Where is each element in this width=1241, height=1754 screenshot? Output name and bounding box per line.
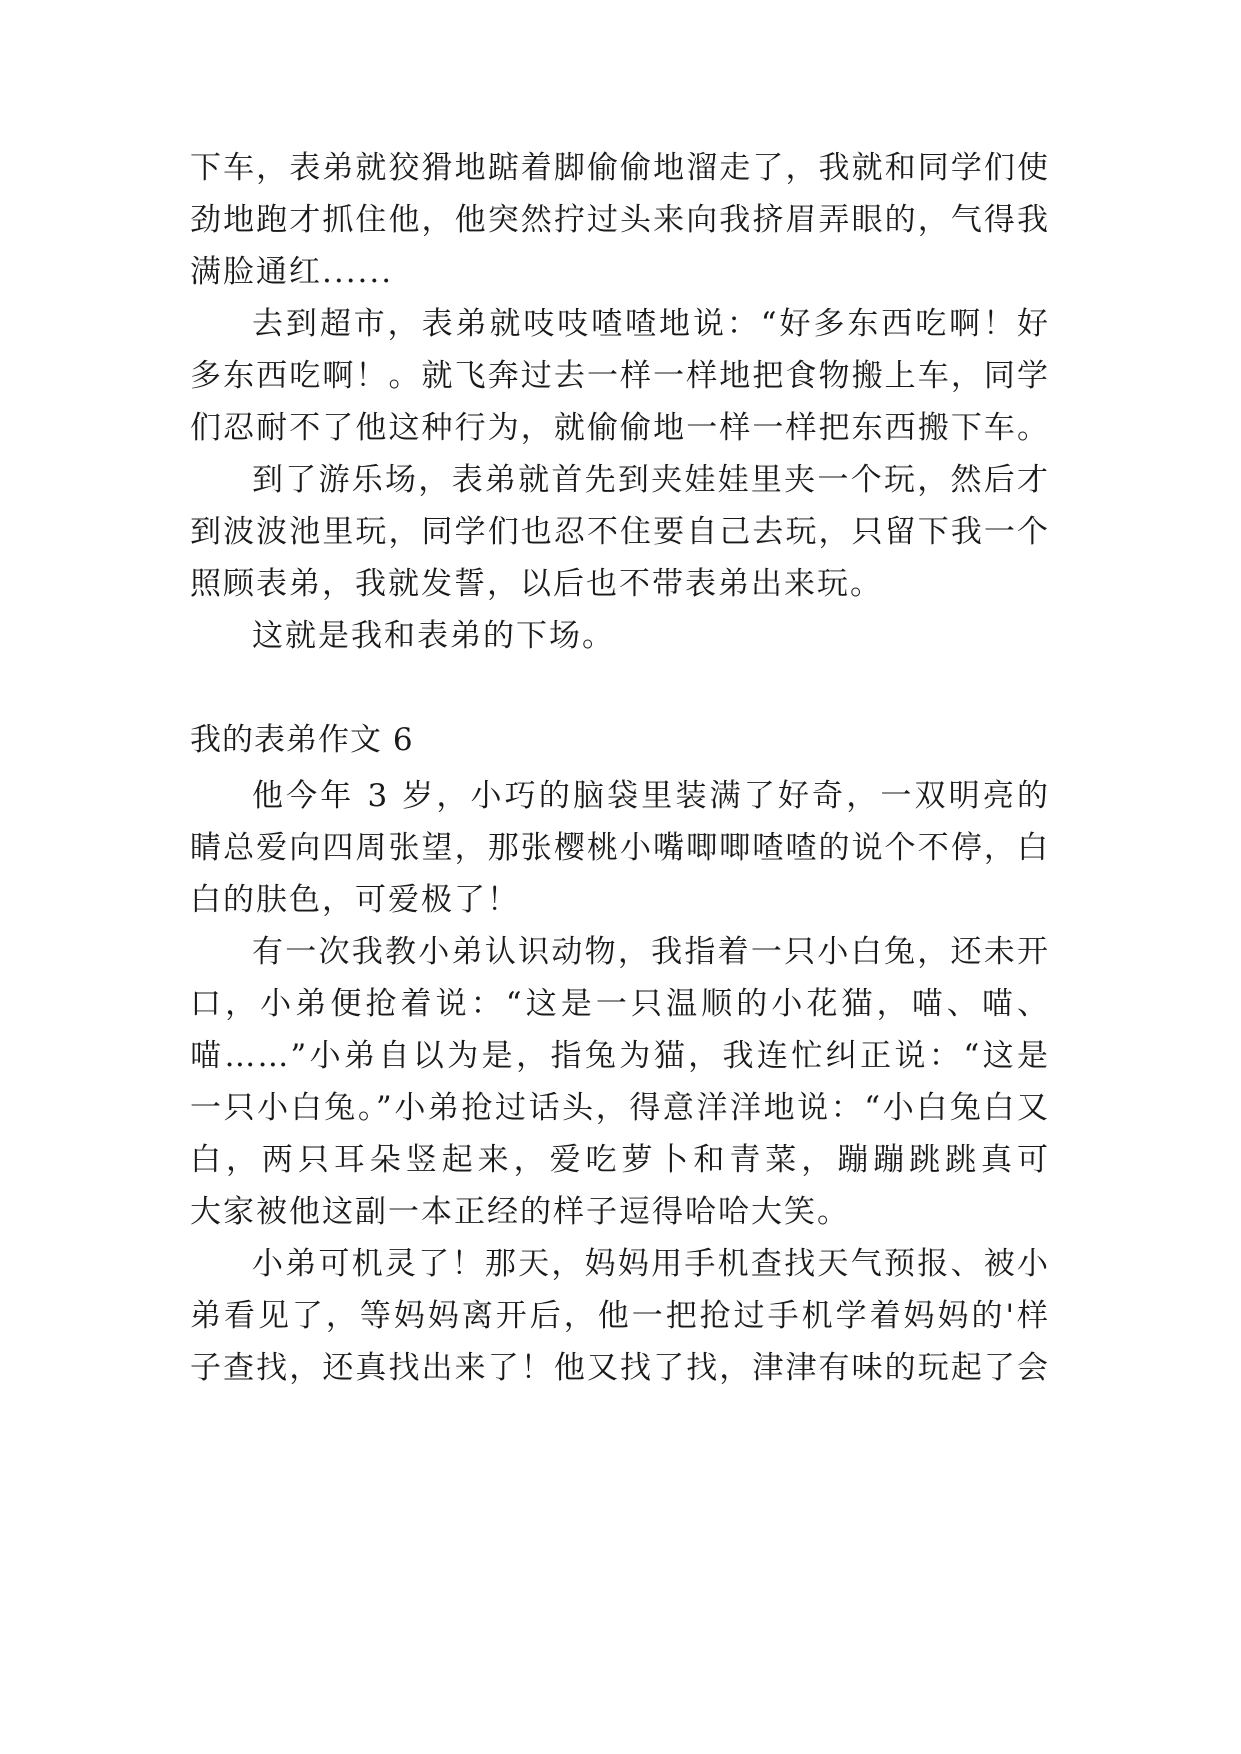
text-line: 一只小白兔。”小弟抢过话头，得意洋洋地说：“小白兔白又	[190, 1090, 1050, 1126]
text-line: 满脸通红......	[190, 254, 394, 290]
text-line: 下车，表弟就狡猾地踮着脚偷偷地溜走了，我就和同学们使	[190, 150, 1050, 186]
text-line: 大家被他这副一本正经的样子逗得哈哈大笑。	[190, 1194, 850, 1230]
text-line: 到波波池里玩，同学们也忍不住要自己去玩，只留下我一个	[190, 514, 1050, 550]
paragraph-first-line: 这就是我和表弟的下场。	[252, 618, 615, 654]
section-heading: 我的表弟作文 6	[190, 722, 414, 758]
paragraph-first-line: 去到超市，表弟就吱吱喳喳地说：“好多东西吃啊！好	[252, 306, 1050, 342]
paragraph-first-line: 小弟可机灵了！那天，妈妈用手机查找天气预报、被小	[252, 1246, 1050, 1282]
text-line: 子查找，还真找出来了！他又找了找，津津有味的玩起了会	[190, 1350, 1050, 1386]
text-line: 弟看见了，等妈妈离开后，他一把抢过手机学着妈妈的'样	[190, 1298, 1050, 1334]
paragraph-first-line: 到了游乐场，表弟就首先到夹娃娃里夹一个玩，然后才	[252, 462, 1050, 498]
text-line: 劲地跑才抓住他，他突然拧过头来向我挤眉弄眼的，气得我	[190, 202, 1050, 238]
paragraph-first-line: 他今年 3 岁，小巧的脑袋里装满了好奇，一双明亮的	[252, 778, 1050, 814]
text-line: 口，小弟便抢着说：“这是一只温顺的小花猫，喵、喵、	[190, 986, 1050, 1022]
text-line: 白的肤色，可爱极了！	[190, 882, 520, 918]
text-line: 睛总爱向四周张望，那张樱桃小嘴唧唧喳喳的说个不停，白	[190, 830, 1050, 866]
text-line: 多东西吃啊！。就飞奔过去一样一样地把食物搬上车，同学	[190, 358, 1050, 394]
text-line: 喵……”小弟自以为是，指兔为猫，我连忙纠正说：“这是	[190, 1038, 1050, 1074]
paragraph-first-line: 有一次我教小弟认识动物，我指着一只小白兔，还未开	[252, 934, 1050, 970]
text-line: 们忍耐不了他这种行为，就偷偷地一样一样把东西搬下车。	[190, 410, 1050, 446]
text-line: 白，两只耳朵竖起来，爱吃萝卜和青菜，蹦蹦跳跳真可	[190, 1142, 1050, 1178]
text-line: 照顾表弟，我就发誓，以后也不带表弟出来玩。	[190, 566, 883, 602]
